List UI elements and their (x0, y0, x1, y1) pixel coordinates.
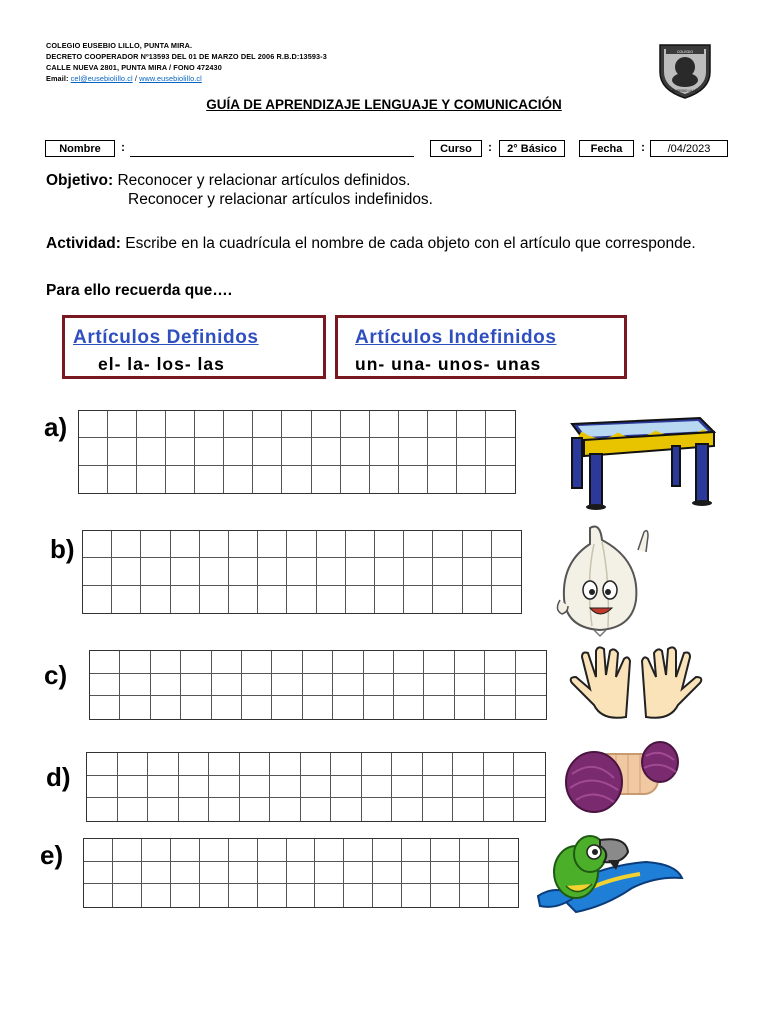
grid-cell[interactable] (392, 753, 423, 776)
grid-cell[interactable] (457, 438, 486, 465)
grid-cell[interactable] (424, 696, 454, 719)
grid-cell[interactable] (171, 862, 200, 885)
grid-cell[interactable] (118, 753, 149, 776)
grid-cell[interactable] (272, 674, 302, 697)
grid-cell[interactable] (457, 466, 486, 493)
email-link[interactable]: cel@eusebiolillo.cl (70, 74, 133, 83)
grid-cell[interactable] (90, 674, 120, 697)
school-address: CALLE NUEVA 2801, PUNTA MIRA / FONO 472430 (46, 63, 222, 72)
grid-cell[interactable] (463, 558, 492, 585)
grid-cell[interactable] (433, 586, 462, 613)
articulos-indefinidos-title: Artículos Indefinidos (355, 327, 557, 348)
nombre-label: Nombre (45, 140, 115, 157)
grid-cell[interactable] (428, 438, 457, 465)
grid-cell[interactable] (394, 696, 424, 719)
grid-cell[interactable] (373, 862, 402, 885)
grid-cell[interactable] (258, 586, 287, 613)
recuerda-text: Para ello recuerda que…. (46, 282, 233, 299)
grid-cell[interactable] (287, 839, 316, 862)
grid-cell[interactable] (373, 839, 402, 862)
grid-cell[interactable] (431, 862, 460, 885)
hands-image (566, 645, 706, 723)
grid-cell[interactable] (224, 438, 253, 465)
grid-cell[interactable] (433, 531, 462, 558)
grid-cell[interactable] (87, 798, 118, 821)
grid-cell[interactable] (375, 558, 404, 585)
grid-cell[interactable] (399, 466, 428, 493)
email-label: Email: (46, 74, 69, 83)
grid-cell[interactable] (370, 411, 399, 438)
grid-cell[interactable] (428, 466, 457, 493)
grid-cell[interactable] (287, 862, 316, 885)
writing-grid-d[interactable] (86, 752, 546, 822)
grid-cell[interactable] (224, 411, 253, 438)
grid-cell[interactable] (166, 466, 195, 493)
grid-cell[interactable] (463, 586, 492, 613)
grid-cell[interactable] (303, 696, 333, 719)
grid-cell[interactable] (346, 558, 375, 585)
grid-cell[interactable] (516, 696, 546, 719)
grid-cell[interactable] (455, 651, 485, 674)
actividad-block (46, 234, 722, 253)
grid-cell[interactable] (287, 586, 316, 613)
grid-cell[interactable] (455, 696, 485, 719)
yarn-image (564, 738, 684, 818)
grid-cell[interactable] (344, 839, 373, 862)
grid-cell[interactable] (364, 696, 394, 719)
nombre-colon: : (121, 140, 125, 154)
grid-cell[interactable] (181, 696, 211, 719)
grid-cell[interactable] (341, 438, 370, 465)
grid-cell[interactable] (514, 753, 545, 776)
grid-cell[interactable] (253, 411, 282, 438)
grid-cell[interactable] (514, 798, 545, 821)
grid-cell[interactable] (142, 839, 171, 862)
website-link[interactable]: www.eusebiolillo.cl (139, 74, 202, 83)
grid-cell[interactable] (423, 776, 454, 799)
grid-cell[interactable] (141, 531, 170, 558)
grid-cell[interactable] (118, 798, 149, 821)
grid-cell[interactable] (431, 839, 460, 862)
grid-cell[interactable] (424, 674, 454, 697)
grid-cell[interactable] (331, 753, 362, 776)
grid-cell[interactable] (253, 466, 282, 493)
grid-cell[interactable] (87, 753, 118, 776)
grid-cell[interactable] (171, 884, 200, 907)
grid-cell[interactable] (492, 558, 521, 585)
item-letter-e: e) (40, 840, 64, 870)
grid-cell[interactable] (212, 674, 242, 697)
writing-grid-b[interactable] (82, 530, 522, 614)
grid-cell[interactable] (392, 798, 423, 821)
grid-cell[interactable] (272, 651, 302, 674)
item-letter-a: a) (44, 412, 68, 442)
grid-cell[interactable] (270, 776, 301, 799)
grid-cell[interactable] (301, 798, 332, 821)
grid-cell[interactable] (492, 586, 521, 613)
grid-cell[interactable] (195, 438, 224, 465)
grid-cell[interactable] (148, 753, 179, 776)
grid-cell[interactable] (151, 696, 181, 719)
grid-cell[interactable] (84, 884, 113, 907)
grid-cell[interactable] (137, 411, 166, 438)
grid-cell[interactable] (433, 558, 462, 585)
grid-cell[interactable] (460, 839, 489, 862)
articulos-definidos-title: Artículos Definidos (73, 327, 259, 348)
grid-cell[interactable] (453, 798, 484, 821)
grid-cell[interactable] (200, 862, 229, 885)
grid-cell[interactable] (108, 438, 137, 465)
grid-cell[interactable] (242, 651, 272, 674)
grid-cell[interactable] (272, 696, 302, 719)
grid-cell[interactable] (171, 839, 200, 862)
grid-cell[interactable] (171, 558, 200, 585)
grid-cell[interactable] (137, 438, 166, 465)
objetivo-block (46, 171, 726, 209)
grid-cell[interactable] (200, 531, 229, 558)
grid-cell[interactable] (392, 776, 423, 799)
grid-cell[interactable] (148, 776, 179, 799)
grid-cell[interactable] (457, 411, 486, 438)
grid-cell[interactable] (142, 862, 171, 885)
grid-cell[interactable] (375, 586, 404, 613)
grid-cell[interactable] (486, 411, 515, 438)
grid-cell[interactable] (301, 753, 332, 776)
actividad-text: Escribe en la cuadrícula el nombre de cada objeto con el artículo que corresponde. (125, 235, 696, 252)
grid-cell[interactable] (142, 884, 171, 907)
curso-value: 2° Básico (499, 140, 565, 157)
grid-cell[interactable] (312, 466, 341, 493)
page-title: GUÍA DE APRENDIZAJE LENGUAJE Y COMUNICACIÓN (206, 97, 562, 112)
grid-cell[interactable] (90, 696, 120, 719)
grid-cell[interactable] (460, 884, 489, 907)
grid-cell[interactable] (423, 798, 454, 821)
grid-cell[interactable] (424, 651, 454, 674)
grid-cell[interactable] (179, 753, 210, 776)
curso-label: Curso (430, 140, 482, 157)
articulos-definidos-words: el- la- los- las (98, 354, 225, 374)
grid-cell[interactable] (212, 696, 242, 719)
grid-cell[interactable] (460, 862, 489, 885)
grid-cell[interactable] (344, 884, 373, 907)
grid-cell[interactable] (346, 586, 375, 613)
grid-cell[interactable] (485, 651, 515, 674)
grid-cell[interactable] (303, 674, 333, 697)
grid-cell[interactable] (301, 776, 332, 799)
school-name: COLEGIO EUSEBIO LILLO, PUNTA MIRA. (46, 41, 193, 50)
grid-cell[interactable] (489, 862, 518, 885)
objetivo-line-2: Reconocer y relacionar artículos indefinidos. (128, 191, 433, 208)
grid-cell[interactable] (270, 798, 301, 821)
grid-cell[interactable] (317, 531, 346, 558)
table-image (560, 410, 720, 512)
grid-cell[interactable] (484, 753, 515, 776)
grid-cell[interactable] (118, 776, 149, 799)
grid-cell[interactable] (83, 558, 112, 585)
objetivo-label: Objetivo: (46, 172, 114, 189)
grid-cell[interactable] (141, 558, 170, 585)
svg-text:EUSEBIO LILLO: EUSEBIO LILLO (671, 89, 699, 93)
articulos-indefinidos-words: un- una- unos- unas (355, 354, 542, 374)
grid-cell[interactable] (258, 839, 287, 862)
grid-cell[interactable] (331, 776, 362, 799)
grid-cell[interactable] (200, 839, 229, 862)
grid-cell[interactable] (455, 674, 485, 697)
grid-cell[interactable] (346, 531, 375, 558)
grid-cell[interactable] (341, 411, 370, 438)
grid-cell[interactable] (181, 651, 211, 674)
grid-cell[interactable] (171, 531, 200, 558)
grid-cell[interactable] (312, 411, 341, 438)
grid-cell[interactable] (315, 862, 344, 885)
grid-cell[interactable] (137, 466, 166, 493)
grid-cell[interactable] (399, 411, 428, 438)
grid-cell[interactable] (90, 651, 120, 674)
item-letter-c: c) (44, 660, 68, 690)
grid-cell[interactable] (87, 776, 118, 799)
grid-cell[interactable] (258, 884, 287, 907)
grid-cell[interactable] (240, 776, 271, 799)
grid-cell[interactable] (179, 776, 210, 799)
grid-cell[interactable] (333, 696, 363, 719)
grid-cell[interactable] (282, 411, 311, 438)
grid-cell[interactable] (148, 798, 179, 821)
grid-cell[interactable] (200, 586, 229, 613)
grid-cell[interactable] (229, 586, 258, 613)
grid-cell[interactable] (516, 674, 546, 697)
grid-cell[interactable] (399, 438, 428, 465)
grid-cell[interactable] (120, 696, 150, 719)
grid-cell[interactable] (312, 438, 341, 465)
grid-cell[interactable] (333, 651, 363, 674)
grid-cell[interactable] (364, 651, 394, 674)
grid-cell[interactable] (404, 558, 433, 585)
item-letter-d: d) (46, 762, 71, 792)
objetivo-line-1: Reconocer y relacionar artículos definidos. (117, 172, 411, 189)
school-header (46, 40, 327, 84)
fecha-value[interactable]: /04/2023 (650, 140, 728, 157)
articulos-definidos-box (62, 315, 326, 379)
grid-cell[interactable] (171, 586, 200, 613)
grid-cell[interactable] (375, 531, 404, 558)
grid-cell[interactable] (181, 674, 211, 697)
grid-cell[interactable] (79, 438, 108, 465)
grid-cell[interactable] (489, 884, 518, 907)
grid-cell[interactable] (492, 531, 521, 558)
grid-cell[interactable] (282, 438, 311, 465)
grid-cell[interactable] (303, 651, 333, 674)
garlic-image (550, 520, 660, 640)
grid-cell[interactable] (362, 776, 393, 799)
grid-cell[interactable] (370, 438, 399, 465)
grid-cell[interactable] (141, 586, 170, 613)
grid-cell[interactable] (258, 531, 287, 558)
grid-cell[interactable] (113, 884, 142, 907)
grid-cell[interactable] (484, 776, 515, 799)
grid-cell[interactable] (229, 531, 258, 558)
grid-cell[interactable] (333, 674, 363, 697)
grid-cell[interactable] (453, 776, 484, 799)
grid-cell[interactable] (229, 884, 258, 907)
grid-cell[interactable] (453, 753, 484, 776)
grid-cell[interactable] (486, 466, 515, 493)
grid-cell[interactable] (514, 776, 545, 799)
grid-cell[interactable] (516, 651, 546, 674)
grid-cell[interactable] (195, 466, 224, 493)
grid-cell[interactable] (79, 411, 108, 438)
grid-cell[interactable] (209, 776, 240, 799)
grid-cell[interactable] (404, 586, 433, 613)
fecha-label: Fecha (579, 140, 634, 157)
grid-cell[interactable] (166, 411, 195, 438)
grid-cell[interactable] (485, 696, 515, 719)
grid-cell[interactable] (108, 466, 137, 493)
grid-cell[interactable] (287, 884, 316, 907)
grid-cell[interactable] (489, 839, 518, 862)
contact-separator: / (134, 74, 137, 83)
grid-cell[interactable] (79, 466, 108, 493)
grid-cell[interactable] (315, 884, 344, 907)
parrot-image (536, 826, 686, 920)
grid-cell[interactable] (431, 884, 460, 907)
grid-cell[interactable] (317, 558, 346, 585)
grid-cell[interactable] (486, 438, 515, 465)
grid-cell[interactable] (370, 466, 399, 493)
grid-cell[interactable] (113, 862, 142, 885)
grid-cell[interactable] (270, 753, 301, 776)
item-letter-b: b) (50, 534, 75, 564)
grid-cell[interactable] (209, 798, 240, 821)
grid-cell[interactable] (84, 862, 113, 885)
grid-cell[interactable] (331, 798, 362, 821)
grid-cell[interactable] (240, 798, 271, 821)
grid-cell[interactable] (287, 558, 316, 585)
grid-cell[interactable] (463, 531, 492, 558)
grid-cell[interactable] (282, 466, 311, 493)
grid-cell[interactable] (195, 411, 224, 438)
fecha-colon: : (641, 140, 645, 154)
grid-cell[interactable] (373, 884, 402, 907)
grid-cell[interactable] (84, 839, 113, 862)
nombre-field[interactable] (130, 156, 414, 157)
grid-cell[interactable] (229, 839, 258, 862)
grid-cell[interactable] (108, 411, 137, 438)
grid-cell[interactable] (200, 558, 229, 585)
grid-cell[interactable] (362, 798, 393, 821)
grid-cell[interactable] (404, 531, 433, 558)
writing-grid-e[interactable] (83, 838, 519, 908)
grid-cell[interactable] (428, 411, 457, 438)
grid-cell[interactable] (112, 586, 141, 613)
grid-cell[interactable] (287, 531, 316, 558)
grid-cell[interactable] (83, 586, 112, 613)
grid-cell[interactable] (242, 696, 272, 719)
school-logo (656, 42, 714, 100)
grid-cell[interactable] (423, 753, 454, 776)
articulos-indefinidos-box (335, 315, 627, 379)
grid-cell[interactable] (402, 884, 431, 907)
grid-cell[interactable] (317, 586, 346, 613)
grid-cell[interactable] (402, 839, 431, 862)
grid-cell[interactable] (341, 466, 370, 493)
svg-text:COLEGIO: COLEGIO (677, 50, 693, 54)
grid-cell[interactable] (315, 839, 344, 862)
grid-cell[interactable] (229, 558, 258, 585)
grid-cell[interactable] (224, 466, 253, 493)
writing-grid-c[interactable] (89, 650, 547, 720)
grid-cell[interactable] (258, 862, 287, 885)
grid-cell[interactable] (253, 438, 282, 465)
grid-cell[interactable] (151, 651, 181, 674)
grid-cell[interactable] (394, 651, 424, 674)
grid-cell[interactable] (151, 674, 181, 697)
grid-cell[interactable] (484, 798, 515, 821)
grid-cell[interactable] (229, 862, 258, 885)
grid-cell[interactable] (212, 651, 242, 674)
grid-cell[interactable] (113, 839, 142, 862)
grid-cell[interactable] (112, 558, 141, 585)
grid-cell[interactable] (83, 531, 112, 558)
grid-cell[interactable] (344, 862, 373, 885)
grid-cell[interactable] (112, 531, 141, 558)
grid-cell[interactable] (209, 753, 240, 776)
grid-cell[interactable] (166, 438, 195, 465)
actividad-label: Actividad: (46, 235, 121, 252)
school-contact (46, 73, 327, 84)
writing-grid-a[interactable] (78, 410, 516, 494)
grid-cell[interactable] (120, 651, 150, 674)
grid-cell[interactable] (394, 674, 424, 697)
grid-cell[interactable] (200, 884, 229, 907)
grid-cell[interactable] (362, 753, 393, 776)
school-decree: DECRETO COOPERADOR Nº13593 DEL 01 DE MARZO DEL 2006 R.B.D:13593-3 (46, 52, 327, 61)
curso-colon: : (488, 140, 492, 154)
grid-cell[interactable] (242, 674, 272, 697)
grid-cell[interactable] (179, 798, 210, 821)
grid-cell[interactable] (240, 753, 271, 776)
grid-cell[interactable] (402, 862, 431, 885)
grid-cell[interactable] (364, 674, 394, 697)
grid-cell[interactable] (258, 558, 287, 585)
grid-cell[interactable] (485, 674, 515, 697)
grid-cell[interactable] (120, 674, 150, 697)
